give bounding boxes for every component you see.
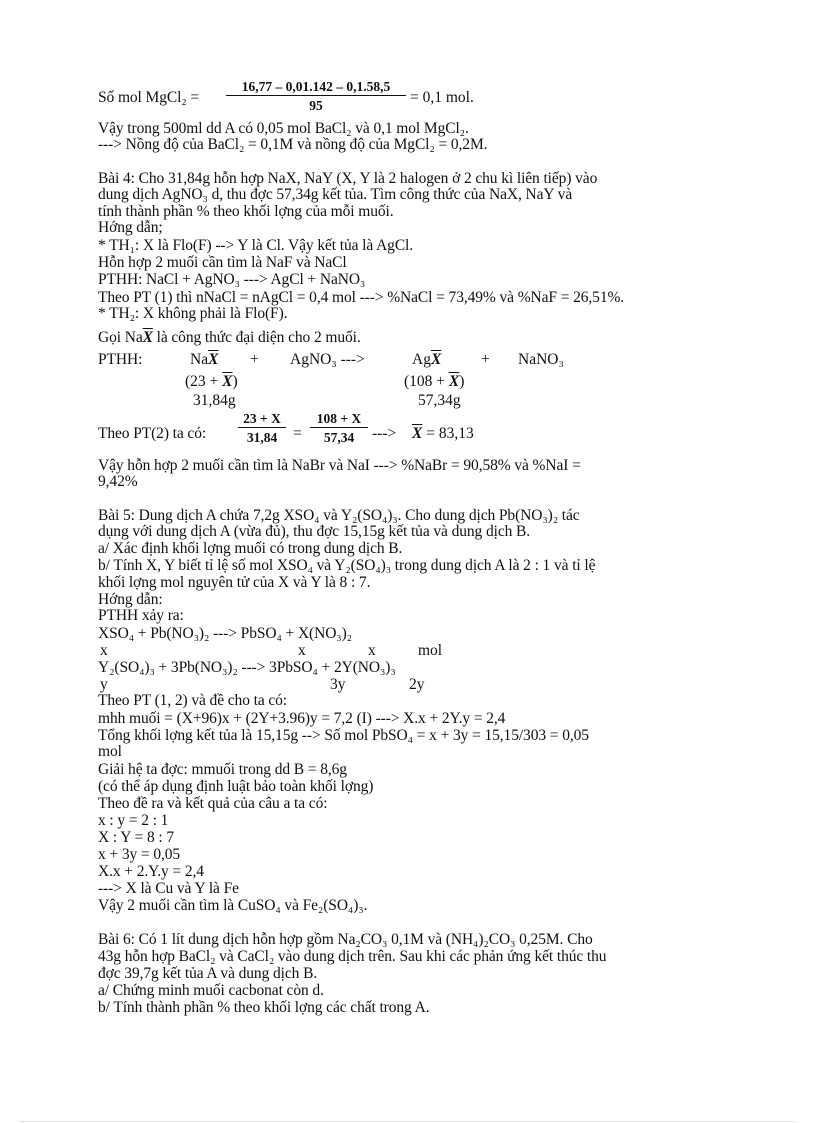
x-bar-symbol: $\overline{X}$ <box>208 351 219 368</box>
reactant-agno3: AgNO₃ ---> <box>290 351 365 368</box>
text-line: Tổng khối lợng kết tủa là 15,15g --> Số mol PbSO₄ = x + 3y = 15,15/303 = 0,05 <box>98 727 589 744</box>
mol-unit: mol <box>418 642 443 659</box>
result-value <box>412 426 474 442</box>
fraction-1 <box>238 411 286 445</box>
text-line: Giải hệ ta đợc: mmuối trong dd B = 8,6g <box>98 761 347 778</box>
conclusion-line: Vậy trong 500ml dd A có 0,05 mol BaCl₂ và 0,1 mol MgCl₂. <box>98 120 469 137</box>
text-line: a/ Chứng minh muối cacbonat còn d. <box>98 982 324 999</box>
paren: ) <box>459 373 465 390</box>
fraction-1-numerator: 23 + X <box>238 411 286 428</box>
text-line: 43g hỗn hợp BaCl₂ và CaCl₂ vào dung dịch trên. Sau khi các phản ứng kết thúc thu <box>98 948 607 965</box>
result-arrow: ---> <box>372 425 397 442</box>
equation-1: XSO₄ + Pb(NO₃)₂ ---> PbSO₄ + X(NO₃)₂ <box>98 625 352 642</box>
mass-text: (23 + <box>185 373 219 390</box>
x-bar-symbol: $\overline{X}$ <box>412 425 423 442</box>
text-line: PTHH xảy ra: <box>98 607 184 624</box>
text-line: PTHH: NaCl + AgNO₃ ---> AgCl + NaNO₃ <box>98 271 366 288</box>
reactant-na-x <box>190 352 218 368</box>
mass-expr-1 <box>185 374 238 390</box>
text-line: Theo đề ra và kết quả của câu a ta có: <box>98 795 328 812</box>
text-line: * TH₂: X không phải là Flo(F). <box>98 305 288 322</box>
plus-sign: + <box>250 351 259 368</box>
mol-y: y <box>100 676 108 693</box>
x-bar-symbol: $\overline{X}$ <box>142 329 153 346</box>
text-line: * TH₁: X là Flo(F) --> Y là Cl. Vậy kết tủa là AgCl. <box>98 237 414 254</box>
pthh-label: PTHH: <box>98 351 143 368</box>
text-line: Theo PT (1, 2) và đề cho ta có: <box>98 692 288 709</box>
fraction-2-denominator: 57,34 <box>323 430 355 445</box>
paren: ) <box>232 373 238 390</box>
text-line: Vậy hỗn hợp 2 muối cần tìm là NaBr và NaI ---> %NaBr = 90,58% và %NaI = <box>98 457 581 474</box>
product-text: Ag <box>412 351 431 368</box>
bai6-heading: Bài 6: Có 1 lít dung dịch hỗn hợp gồm Na₂CO₃ 0,1M và (NH₄)₂CO₃ 0,25M. Cho <box>98 931 593 948</box>
text-line: a/ Xác định khối lợng muối có trong dung dịch B. <box>98 540 403 557</box>
plus-sign: + <box>481 351 490 368</box>
reactant-text: Na <box>190 351 209 368</box>
product-ag-x <box>412 352 441 368</box>
fraction-1-denominator: 31,84 <box>246 430 278 445</box>
text-line: ---> X là Cu và Y là Fe <box>98 880 239 897</box>
text-line: Hớng dẫn: <box>98 591 163 608</box>
text-line: đợc 39,7g kết tủa A và dung dịch B. <box>98 965 318 982</box>
mol-x: x <box>100 642 108 659</box>
mgcl2-fraction <box>226 79 406 113</box>
text-line: X : Y = 8 : 7 <box>98 829 175 846</box>
text-line: Hớng dẫn; <box>98 219 163 236</box>
mass-expr-2 <box>404 374 464 390</box>
bai4-heading: Bài 4: Cho 31,84g hỗn hợp NaX, NaY (X, Y là 2 halogen ở 2 chu kì liên tiếp) vào <box>98 170 598 187</box>
mgcl2-label: Số mol MgCl₂ = <box>98 89 200 106</box>
mass-text: (108 + <box>404 373 446 390</box>
x-bar-symbol: $\overline{X}$ <box>222 373 233 390</box>
equals-sign: = <box>293 425 302 442</box>
text-line: dung dịch AgNO₃ d, thu đợc 57,34g kết tủa. Tìm công thức của NaX, NaY và <box>98 186 573 203</box>
fraction-2 <box>310 411 368 445</box>
conclusion-line: ---> Nồng độ của BaCl₂ = 0,1M và nồng độ của MgCl₂ = 0,2M. <box>98 136 488 153</box>
mgcl2-result: = 0,1 mol. <box>410 89 474 106</box>
text-line: 9,42% <box>98 473 138 490</box>
bai5-heading: Bài 5: Dung dịch A chứa 7,2g XSO₄ và Y₂(SO₄)₃. Cho dung dịch Pb(NO₃)₂ tác <box>98 507 580 524</box>
mol-x: x <box>368 642 376 659</box>
mol-x: x <box>298 642 306 659</box>
text-line: b/ Tính thành phần % theo khối lợng các chất trong A. <box>98 999 430 1016</box>
fraction-2-numerator: 108 + X <box>310 411 368 428</box>
text-line: dụng với dung dịch A (vừa đủ), thu đợc 15,15g kết tủa và dung dịch B. <box>98 523 531 540</box>
text-line: mol <box>98 743 122 760</box>
product-nano3: NaNO₃ <box>518 351 564 368</box>
x-bar-symbol: $\overline{X}$ <box>448 373 460 390</box>
mass-value-1: 31,84g <box>193 392 236 409</box>
text-line: X.x + 2.Y.y = 2,4 <box>98 863 204 880</box>
mass-value-2: 57,34g <box>418 392 461 409</box>
goi-text: Gọi Na <box>98 329 143 346</box>
goi-line <box>98 330 361 346</box>
text-line: tính thành phần % theo khối lợng của mỗi muối. <box>98 203 394 220</box>
x-bar-symbol: $\overline{X}$ <box>430 351 442 368</box>
text-line: b/ Tính X, Y biết tỉ lệ số mol XSO₄ và Y₂(SO₄)₃ trong dung dịch A là 2 : 1 và tỉ lệ <box>98 557 596 574</box>
result-text: = 83,13 <box>426 425 474 442</box>
text-line: mhh muối = (X+96)x + (2Y+3.96)y = 7,2 (I) ---> X.x + 2Y.y = 2,4 <box>98 710 506 727</box>
text-line: (có thể áp dụng định luật bảo toàn khối lợng) <box>98 778 374 795</box>
equation-2: Y₂(SO₄)₃ + 3Pb(NO₃)₂ ---> 3PbSO₄ + 2Y(NO₃)₃ <box>98 659 396 676</box>
goi-text: là công thức đại diện cho 2 muối. <box>156 329 361 346</box>
text-line: khối lợng mol nguyên tử của X và Y là 8 : 7. <box>98 574 371 591</box>
text-line: Vậy 2 muối cần tìm là CuSO₄ và Fe₂(SO₄)₃. <box>98 897 368 914</box>
text-line: Theo PT (1) thì nNaCl = nAgCl = 0,4 mol ---> %NaCl = 73,49% và %NaF = 26,51%. <box>98 289 625 306</box>
text-line: Hỗn hợp 2 muối cần tìm là NaF và NaCl <box>98 254 347 271</box>
mgcl2-denominator: 95 <box>309 98 323 113</box>
page-bottom-rule <box>20 1121 796 1122</box>
mgcl2-numerator: 16,77 – 0,01.142 – 0,1.58,5 <box>226 79 406 96</box>
theo-pt2-label: Theo PT(2) ta có: <box>98 425 207 442</box>
mol-2y: 2y <box>409 676 425 693</box>
text-line: x : y = 2 : 1 <box>98 812 169 829</box>
mol-3y: 3y <box>330 676 346 693</box>
text-line: x + 3y = 0,05 <box>98 846 181 863</box>
